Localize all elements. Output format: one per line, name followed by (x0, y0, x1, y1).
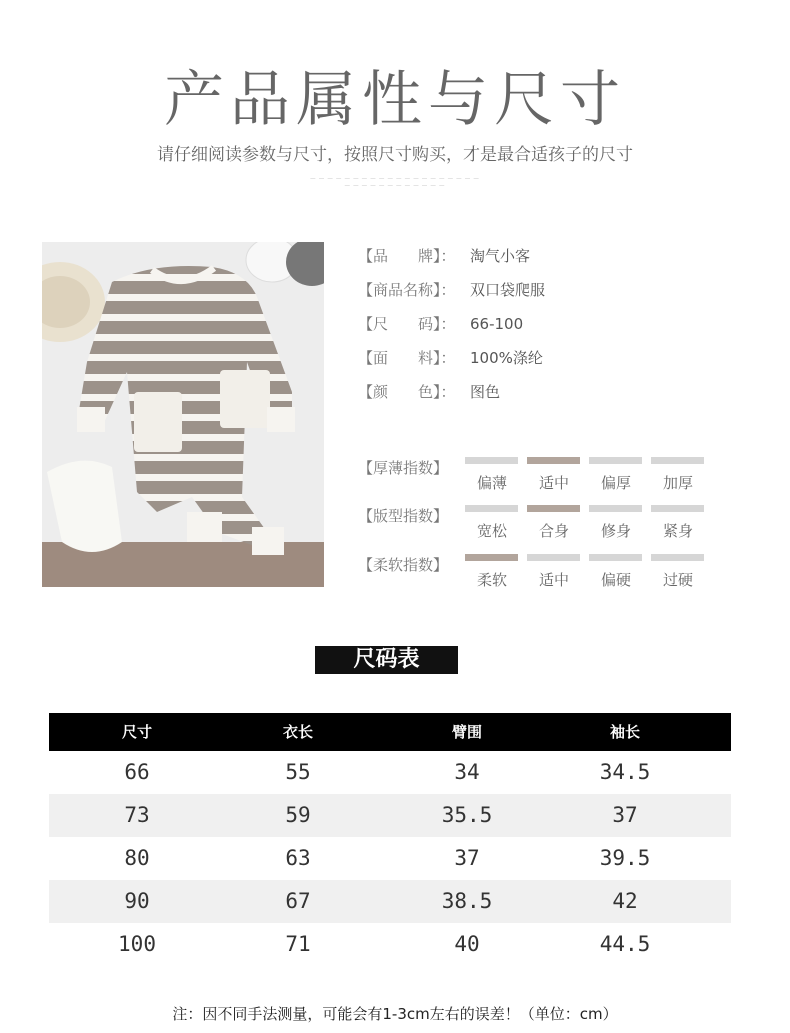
attribute-brand (358, 245, 530, 266)
attribute-fabric (358, 347, 543, 368)
index-bar (589, 505, 642, 512)
index-bar (589, 554, 642, 561)
table-cell: 37 (454, 846, 480, 870)
header-arm: 臂围 (451, 723, 482, 741)
table-row (49, 794, 731, 837)
index-bar (465, 457, 518, 464)
attribute-product-name (358, 279, 545, 300)
product-photo (42, 242, 324, 587)
index-option: 偏薄 (476, 474, 507, 492)
table-cell: 66 (124, 760, 150, 784)
decorative-fine-print-line: ― ― ― ― ― ― ― ― ― ― ― ― (344, 183, 446, 189)
index-bar (651, 554, 704, 561)
measurement-note: 注：因不同手法测量，可能会有1-3cm左右的误差！（单位：cm） (172, 1005, 618, 1023)
attribute-value: 100%涤纶 (470, 349, 543, 367)
table-cell: 90 (124, 889, 150, 913)
index-bar (527, 554, 580, 561)
header-length: 衣长 (282, 723, 313, 741)
table-cell: 42 (612, 889, 638, 913)
page-subtitle: 请仔细阅读参数与尺寸，按照尺寸购买，才是最合适孩子的尺寸 (157, 145, 633, 165)
table-cell: 39.5 (599, 846, 651, 870)
index-option: 合身 (538, 522, 569, 540)
attribute-value: 图色 (470, 383, 501, 401)
size-table-title: 尺码表 (315, 646, 458, 674)
size-table-header (49, 713, 731, 751)
table-cell: 59 (285, 803, 311, 827)
index-option: 适中 (538, 571, 569, 589)
table-cell: 63 (285, 846, 311, 870)
index-option: 偏厚 (600, 474, 631, 492)
table-cell: 34 (454, 760, 480, 784)
romper-illustration (42, 242, 324, 587)
index-label: 【柔软指数】 (358, 556, 449, 574)
table-cell: 34.5 (599, 760, 651, 784)
index-bar (589, 457, 642, 464)
table-cell: 100 (118, 932, 156, 956)
index-bar (465, 505, 518, 512)
table-cell: 38.5 (441, 889, 493, 913)
table-row (49, 880, 731, 923)
table-cell: 40 (454, 932, 480, 956)
index-option: 柔软 (476, 571, 507, 589)
index-bar-selected (527, 505, 580, 512)
attribute-label: 【尺 码】： (358, 315, 456, 333)
attribute-value: 66-100 (470, 315, 524, 333)
index-bar-selected (527, 457, 580, 464)
index-bar-selected (465, 554, 518, 561)
index-option: 宽松 (476, 522, 507, 540)
page-title: 产品属性与尺寸 (164, 65, 626, 135)
table-cell: 80 (124, 846, 150, 870)
table-cell: 37 (612, 803, 638, 827)
index-option: 修身 (600, 522, 631, 540)
table-row (49, 751, 731, 794)
table-cell: 67 (285, 889, 311, 913)
header-sleeve: 袖长 (609, 723, 640, 741)
attribute-label: 【商品名称】： (358, 281, 456, 299)
index-option: 适中 (538, 474, 569, 492)
table-cell: 71 (285, 932, 311, 956)
table-cell: 73 (124, 803, 150, 827)
attribute-label: 【品 牌】： (358, 247, 456, 265)
decorative-fine-print-line: ― ― ― ― ― ― ― ― ― ― ― ― ― ― ― ― ― ― ― ― (310, 176, 480, 182)
index-label: 【版型指数】 (358, 507, 449, 525)
index-option: 加厚 (662, 474, 693, 492)
index-option: 过硬 (662, 571, 693, 589)
attribute-label: 【颜 色】： (358, 383, 456, 401)
index-bar (651, 505, 704, 512)
attribute-label: 【面 料】： (358, 349, 456, 367)
index-option: 紧身 (662, 522, 693, 540)
index-option: 偏硬 (600, 571, 631, 589)
table-row (49, 923, 731, 966)
header-size: 尺寸 (121, 723, 152, 741)
index-label: 【厚薄指数】 (358, 459, 449, 477)
table-cell: 55 (285, 760, 311, 784)
table-cell: 35.5 (441, 803, 493, 827)
index-bar (651, 457, 704, 464)
attribute-size (358, 313, 523, 334)
attribute-value: 双口袋爬服 (470, 281, 546, 299)
attribute-color (358, 381, 500, 402)
table-row (49, 837, 731, 880)
attribute-value: 淘气小客 (470, 247, 531, 265)
table-cell: 44.5 (599, 932, 651, 956)
